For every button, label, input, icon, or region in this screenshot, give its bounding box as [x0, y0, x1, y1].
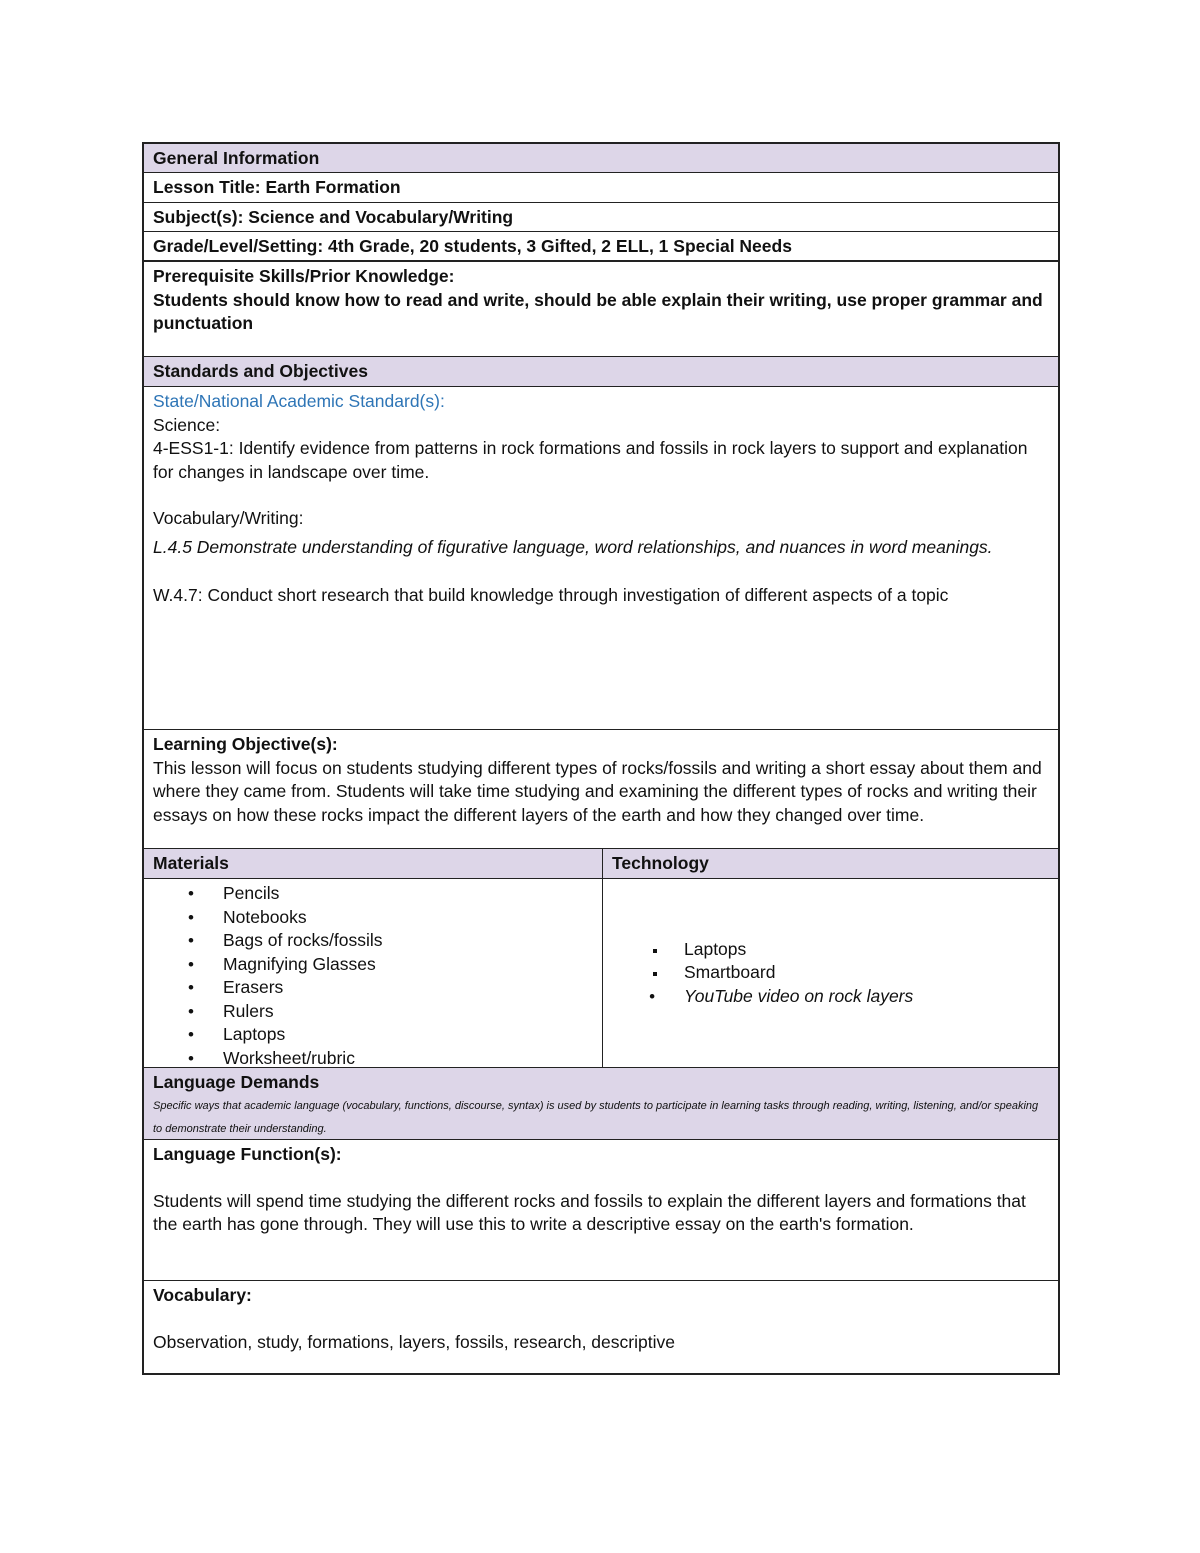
vocabulary-text: Observation, study, formations, layers, fossils, research, descriptive	[153, 1331, 675, 1352]
list-item: • Worksheet/rubric	[223, 1047, 593, 1071]
list-item: Laptops	[684, 938, 913, 962]
science-standard-text: 4-ESS1-1: Identify evidence from patterns in rock formations and fossils in rock layers to support and explanation for changes in landscape over time.	[153, 438, 1028, 482]
learning-objectives-label: Learning Objective(s):	[153, 734, 338, 754]
prerequisite-text: Students should know how to read and write, should be able explain their writing, use proper grammar and punctuation	[153, 289, 1043, 333]
grade-level-setting: Grade/Level/Setting: 4th Grade, 20 students, 3 Gifted, 2 ELL, 1 Special Needs	[144, 232, 1058, 262]
materials-technology-row	[144, 879, 1058, 1068]
list-item: • Notebooks	[223, 906, 593, 930]
materials-list	[153, 882, 593, 1070]
lesson-title: Lesson Title: Earth Formation	[144, 173, 1058, 203]
learning-objectives-text: This lesson will focus on students studying different types of rocks/fossils and writing a short essay about them and where they came from. Students will take time studying and examining the different types of rocks and writing their essays on how these rocks impact the different layers of the earth and how they changed over time.	[153, 757, 1042, 825]
vocabulary-label: Vocabulary:	[153, 1285, 252, 1305]
technology-cell	[603, 879, 1058, 1067]
materials-technology-header-row	[144, 849, 1058, 879]
l45-standard-text: L.4.5 Demonstrate understanding of figurative language, word relationships, and nuances in word meanings.	[153, 536, 993, 557]
subjects: Subject(s): Science and Vocabulary/Writing	[144, 203, 1058, 232]
list-item: • Bags of rocks/fossils	[223, 929, 593, 953]
language-demands-header: Language Demands	[153, 1072, 320, 1092]
technology-header: Technology	[612, 853, 709, 873]
lesson-plan-table	[142, 142, 1060, 1375]
language-demands-cell	[144, 1068, 1058, 1140]
learning-objectives-cell	[144, 730, 1058, 849]
list-item: • YouTube video on rock layers	[684, 985, 913, 1009]
list-item: • Laptops	[223, 1023, 593, 1047]
materials-header: Materials	[144, 849, 603, 878]
list-item: • Magnifying Glasses	[223, 953, 593, 977]
prerequisite-skills-cell	[144, 262, 1058, 357]
prerequisite-label: Prerequisite Skills/Prior Knowledge:	[153, 266, 455, 286]
standards-objectives-header: Standards and Objectives	[144, 357, 1058, 387]
list-item: • Erasers	[223, 976, 593, 1000]
list-item: • Rulers	[223, 1000, 593, 1024]
vocab-writing-label: Vocabulary/Writing:	[153, 508, 304, 528]
language-function-text: Students will spend time studying the different rocks and fossils to explain the different layers and formations that the earth has gone through. They will use this to write a descriptive essay on the earth's formation.	[153, 1190, 1026, 1234]
science-label: Science:	[153, 414, 221, 435]
language-function-label: Language Function(s):	[153, 1144, 342, 1164]
materials-cell	[144, 879, 603, 1067]
vocabulary-cell	[144, 1281, 1058, 1373]
list-item: Smartboard	[684, 961, 913, 985]
language-demands-note: Specific ways that academic language (vocabulary, functions, discourse, syntax) is used by students to participate in learning tasks through reading, writing, listening, and/or speaking to demonstrate their understanding.	[153, 1099, 1039, 1135]
general-information-header: General Information	[144, 144, 1058, 173]
list-item: • Pencils	[223, 882, 593, 906]
state-standard-label: State/National Academic Standard(s):	[153, 391, 445, 411]
technology-list	[612, 938, 913, 1009]
standards-cell	[144, 387, 1058, 730]
w47-standard-text: W.4.7: Conduct short research that build knowledge through investigation of different aspects of a topic	[153, 584, 949, 605]
language-function-cell	[144, 1140, 1058, 1281]
